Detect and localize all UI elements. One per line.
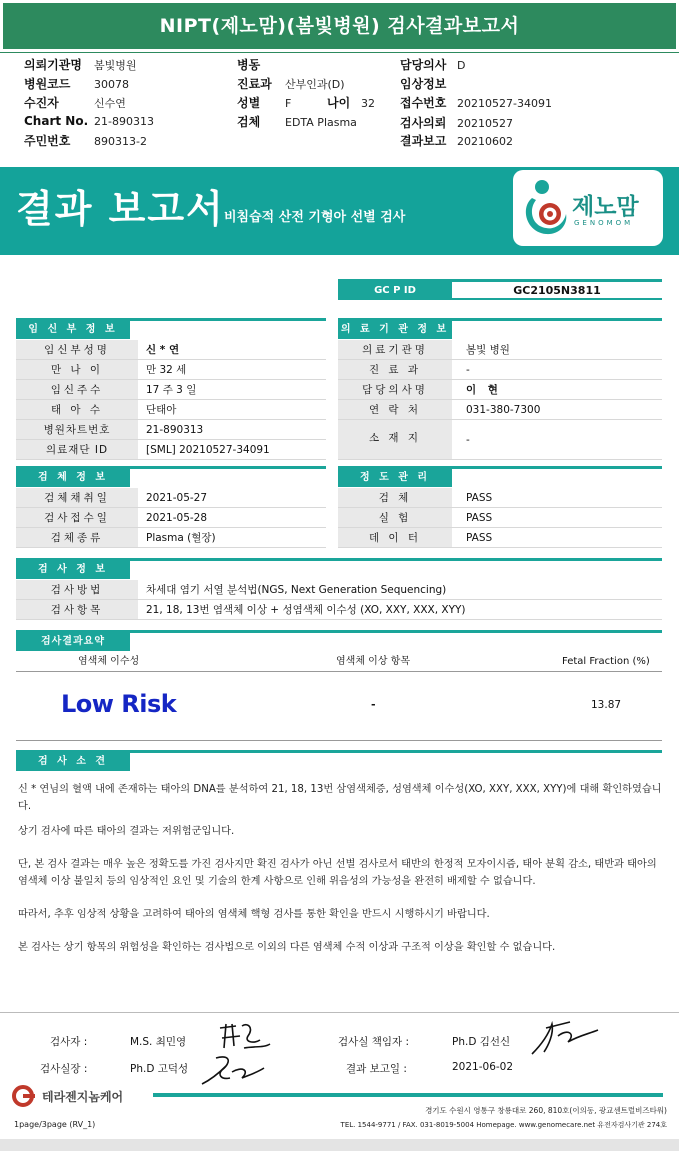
header-row: 수진자 신수연 — [24, 96, 126, 110]
company-contact: TEL. 1544-9771 / FAX. 031-8019-5004 Homepage. www.genomecare.net 유전자검사기관 274호 — [340, 1121, 667, 1129]
abnormal-value: - — [371, 698, 376, 711]
page-number: 1page/3page (RV_1) — [14, 1120, 96, 1129]
examiner-name: M.S. 최민영 — [130, 1036, 187, 1048]
lab-chief-signature — [196, 1050, 266, 1090]
table-row: 임신부성명 신 * 연 — [16, 340, 326, 360]
table-row: 의료기관명 봄빛 병원 — [338, 340, 662, 360]
table-row: 실 험 PASS — [338, 508, 662, 528]
section-heading-institution: 의 료 기 관 정 보 — [338, 321, 452, 339]
table-row: 검 체 PASS — [338, 488, 662, 508]
section-heading-qc: 정 도 관 리 — [338, 469, 452, 487]
opinion-paragraph: 단, 본 검사 결과는 매우 높은 정확도를 가진 검사지만 확진 검사가 아닌 선별 검사로서 태반의 한정적 모자이시즘, 태아 분획 감소, 태반과 태아의 염색체 이상 불일치 등의 임상적인 요인 및 기술의 한계 사항으로 인해 위음성의 가능성을 완전히 배제할 수 없습니다. — [18, 859, 657, 887]
report-title: NIPT(제노맘)(봄빛병원) 검사결과보고서 — [159, 15, 520, 37]
lab-head-name: Ph.D 김선신 — [452, 1036, 511, 1048]
summary-header-row — [16, 652, 662, 672]
theragen-logo-icon — [12, 1085, 38, 1107]
summary-col-fetal-fraction: Fetal Fraction (%) — [562, 656, 650, 667]
examiner-label: 검사자 : — [50, 1036, 88, 1048]
table-row: 태 아 수 단태아 — [16, 400, 326, 420]
table-row: 검사방법 차세대 염기 서열 분석법(NGS, Next Generation Sequencing) — [16, 580, 662, 600]
banner-title: 결과 보고서 — [16, 187, 225, 231]
table-row: 소 재 지 - — [338, 420, 662, 460]
banner-subtitle: 비침습적 산전 기형아 선별 검사 — [224, 210, 406, 225]
header-row: 담당의사 D — [400, 58, 466, 72]
lab-head-label: 검사실 책임자 : — [338, 1036, 410, 1048]
table-row: 임신주수 17 주 3 일 — [16, 380, 326, 400]
header-row: 의뢰기관명 봄빛병원 — [24, 58, 137, 72]
header-row: 병원코드 30078 — [24, 77, 129, 91]
table-row: 검사항목 21, 18, 13번 염색체 이상 + 성염색체 이수성 (XO, XXY, XXX, XYY) — [16, 600, 662, 620]
table-row: 검사접수일 2021-05-28 — [16, 508, 326, 528]
section-heading-opinion: 검 사 소 견 — [16, 753, 130, 771]
header-row: 주민번호 890313-2 — [24, 134, 147, 148]
footer-line — [153, 1093, 663, 1097]
table-row: 연 락 처 031-380-7300 — [338, 400, 662, 420]
table-row: 병원차트번호 21-890313 — [16, 420, 326, 440]
report-date-label: 결과 보고일 : — [346, 1063, 407, 1075]
gcp-id-label: GC P ID — [338, 282, 452, 300]
lab-chief-label: 검사실장 : — [40, 1063, 88, 1075]
opinion-paragraph: 상기 검사에 따른 태아의 결과는 저위험군입니다. — [18, 826, 235, 837]
header-row: 검사의뢰 20210527 — [400, 116, 513, 130]
opinion-paragraph: 본 검사는 상기 항목의 위험성을 확인하는 검사법으로 이외의 다른 염색체 수적 이상과 구조적 이상을 확인할 수 없습니다. — [18, 942, 556, 953]
gcp-id-value: GC2105N3811 — [452, 282, 662, 300]
header-row: 임상정보 — [400, 77, 447, 91]
header-row: 성별 F 나이 32 — [237, 96, 375, 110]
company-address: 경기도 수원시 영통구 창룡대로 260, 810호(이의동, 광교센트럴비즈타워) — [425, 1106, 667, 1115]
page-bottom-gap — [0, 1139, 679, 1151]
table-row: 데 이 터 PASS — [338, 528, 662, 548]
opinion-paragraph: 따라서, 추후 임상적 상황을 고려하여 태아의 염색체 핵형 검사를 통한 확인을 반드시 시행하시기 바랍니다. — [18, 909, 490, 920]
report-title-bar — [0, 0, 679, 52]
summary-col-abnormal: 염색체 이상 항목 — [336, 656, 410, 667]
header-row: 결과보고 20210602 — [400, 134, 513, 148]
age-value: 32 — [361, 97, 375, 110]
header-row: 접수번호 20210527-34091 — [400, 96, 552, 110]
section-heading-test: 검 사 정 보 — [16, 561, 130, 579]
table-row: 의료재단 ID [SML] 20210527-34091 — [16, 440, 326, 460]
table-row: 만 나 이 만 32 세 — [16, 360, 326, 380]
header-row: 진료과 산부인과(D) — [237, 77, 345, 91]
fetal-fraction-value: 13.87 — [591, 699, 622, 711]
section-heading-specimen: 검 체 정 보 — [16, 469, 130, 487]
table-row: 진 료 과 - — [338, 360, 662, 380]
summary-col-aneuploidy: 염색체 이수성 — [78, 656, 140, 667]
lab-head-signature — [528, 1016, 602, 1060]
risk-result: Low Risk — [61, 690, 177, 718]
table-row: 검체채취일 2021-05-27 — [16, 488, 326, 508]
report-date-value: 2021-06-02 — [452, 1061, 514, 1073]
logo-text: 제노맘 — [572, 194, 639, 220]
table-row: 검체종류 Plasma (혈장) — [16, 528, 326, 548]
logo-subtext: GENOMOM — [574, 219, 634, 227]
lab-chief-name: Ph.D 고덕성 — [130, 1063, 189, 1075]
summary-bottom-line — [16, 740, 662, 741]
genomom-mother-icon — [524, 178, 570, 238]
opinion-paragraph: 신 * 연님의 혈액 내에 존재하는 태아의 DNA를 분석하여 21, 18, 13번 삼염색체증, 성염색체 이수성(XO, XXY, XXX, XYY)에 대해 확인하였습니다. — [18, 784, 662, 812]
table-row: 담당의사명 이 현 — [338, 380, 662, 400]
header-row: 병동 — [237, 58, 261, 72]
section-heading-summary: 검사결과요약 — [16, 633, 130, 651]
age-label: 나이 — [327, 96, 351, 110]
section-heading-pregnant: 임 신 부 정 보 — [16, 321, 130, 339]
header-row: 검체 EDTA Plasma — [237, 115, 357, 129]
header-row: Chart No. 21-890313 — [24, 114, 154, 128]
divider — [0, 1012, 679, 1013]
company-name: 테라젠지놈케어 — [42, 1090, 124, 1104]
